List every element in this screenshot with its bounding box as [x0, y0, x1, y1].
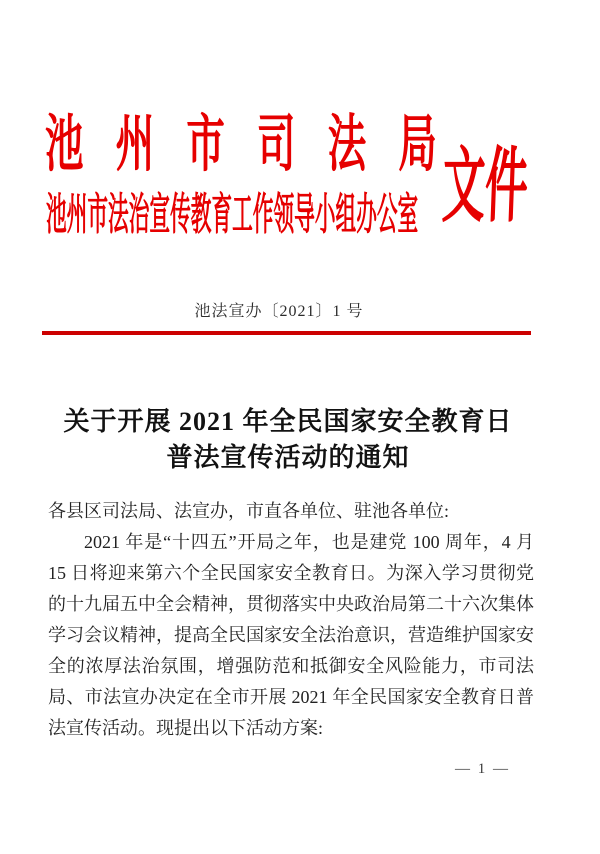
org-secondary-text: 池州市法治宣传教育工作领导小组办公室	[46, 190, 419, 239]
page-number: — 1 —	[455, 761, 510, 777]
salutation-line: 各县区司法局、法宣办，市直各单位、驻池各单位:	[48, 501, 449, 521]
document-title	[42, 404, 534, 476]
document-number: 池法宣办〔2021〕1 号	[194, 303, 364, 320]
page-footer	[42, 760, 510, 778]
body-paragraph: 2021 年是“十四五”开局之年，也是建党 100 周年，4 月 15 日将迎来第六个全民国家安全教育日。为深入学习贯彻党的十九届五中全会精神，贯彻落实中央政治局第二十六次集体学习会议精神，提高全民国家安全法治意识，营造维护国家安全的浓厚法治氛围，增强防范和抵御安全风险能力，市司法局、市法宣办决定在全市开展 2021 年全民国家安全教育日普法宣传活动。现提出以下活动方案:	[48, 532, 534, 738]
document-title-line-1: 关于开展 2021 年全民国家安全教育日	[63, 407, 513, 436]
org-primary-text: 池州市司法局	[45, 111, 470, 179]
document-body	[48, 496, 534, 744]
doc-type-text: 文件	[440, 141, 530, 232]
red-divider-line	[42, 331, 531, 335]
letterhead-doc-type	[440, 141, 600, 232]
document-title-line-2: 普法宣传活动的通知	[166, 443, 410, 472]
